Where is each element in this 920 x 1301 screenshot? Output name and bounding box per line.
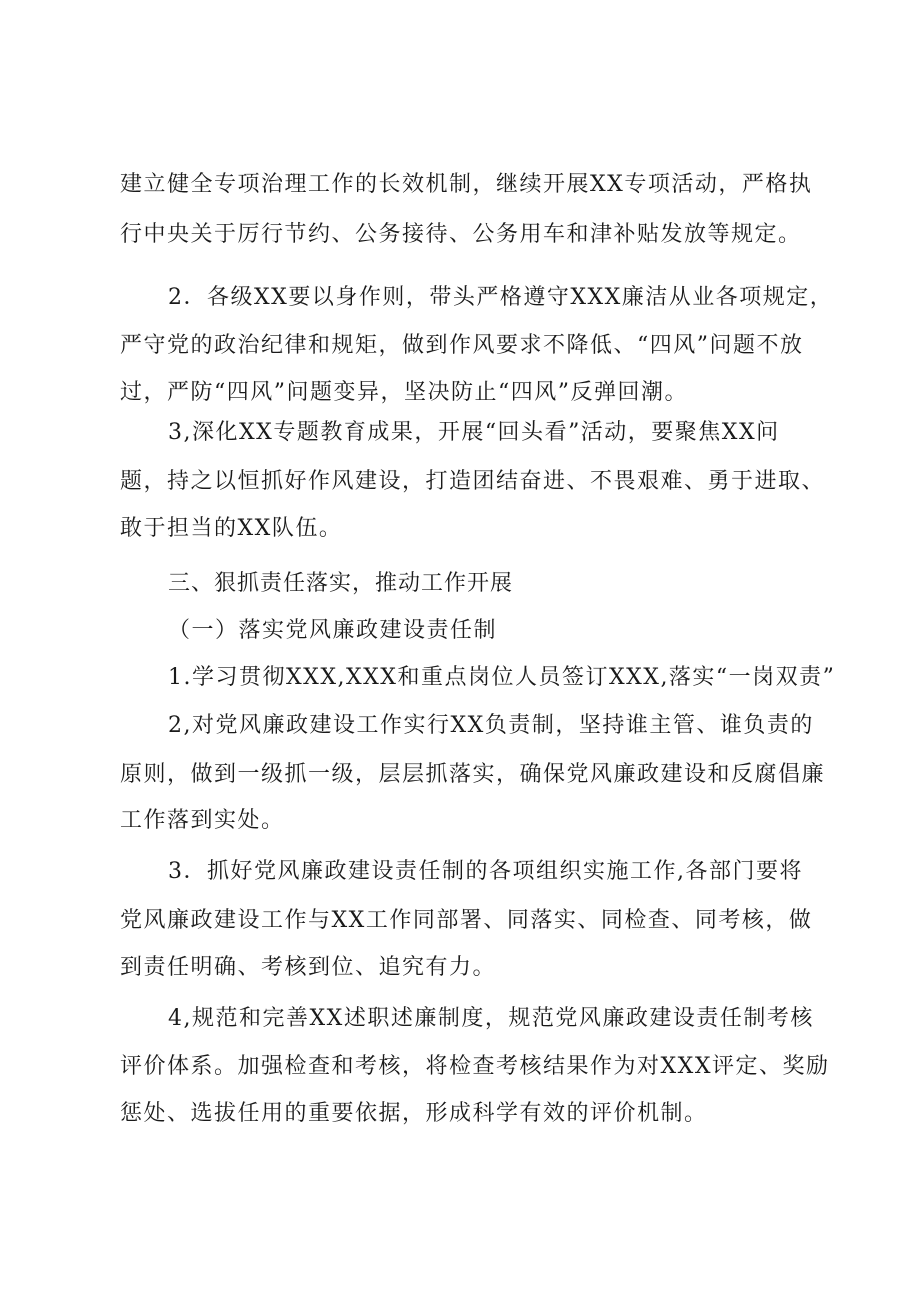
- item2-line3: 工作落到实处。: [120, 808, 285, 833]
- para3-line2: 题，持之以恒抓好作风建设，打造团结奋进、不畏艰难、勇于进取、: [120, 469, 826, 494]
- item4-line3: 惩处、选拔任用的重要依据，形成科学有效的评价机制。: [120, 1101, 708, 1126]
- item3-line3: 到责任明确、考核到位、追究有力。: [120, 955, 497, 980]
- item4-line2: 评价体系。加强检查和考核，将检查考核结果作为对XXX评定、奖励: [120, 1054, 830, 1079]
- item2-line1: 2,对党风廉政建设工作实行XX负责制，坚持谁主管、谁负责的: [168, 713, 814, 738]
- para3-line3: 敢于担当的XX队伍。: [120, 516, 343, 541]
- item4-line1: 4,规范和完善XX述职述廉制度，规范党风廉政建设责任制考核: [168, 1006, 814, 1031]
- para3-line1: 3,深化XX专题教育成果，开展“回头看”活动，要聚焦XX问: [168, 420, 780, 445]
- para2-line1: 2．各级XX要以身作则，带头严格遵守XXX廉洁从业各项规定，: [168, 285, 834, 310]
- section-heading: 三、狠抓责任落实，推动工作开展: [168, 571, 514, 596]
- para2-line3: 过，严防“四风”问题变异，坚决防止“四风”反弹回潮。: [120, 380, 688, 405]
- para1-line1: 建立健全专项治理工作的长效机制，继续开展XX专项活动，严格执: [120, 172, 813, 197]
- para1-line2: 行中央关于厉行节约、公务接待、公务用车和津补贴发放等规定。: [120, 222, 802, 247]
- item3-line2: 党风廉政建设工作与XX工作同部署、同落实、同检查、同考核，做: [120, 908, 813, 933]
- item2-line2: 原则，做到一级抓一级，层层抓落实，确保党风廉政建设和反腐倡廉: [120, 762, 826, 787]
- para2-line2: 严守党的政治纪律和规矩，做到作风要求不降低、“四风”问题不放: [120, 333, 804, 358]
- item1-line1: 1.学习贯彻XXX,XXX和重点岗位人员签订XXX,落实“一岗双责”: [168, 665, 836, 690]
- item3-line1: 3．抓好党风廉政建设责任制的各项组织实施工作,各部门要将: [168, 859, 803, 884]
- subsection-heading: （一）落实党风廉政建设责任制: [168, 618, 498, 643]
